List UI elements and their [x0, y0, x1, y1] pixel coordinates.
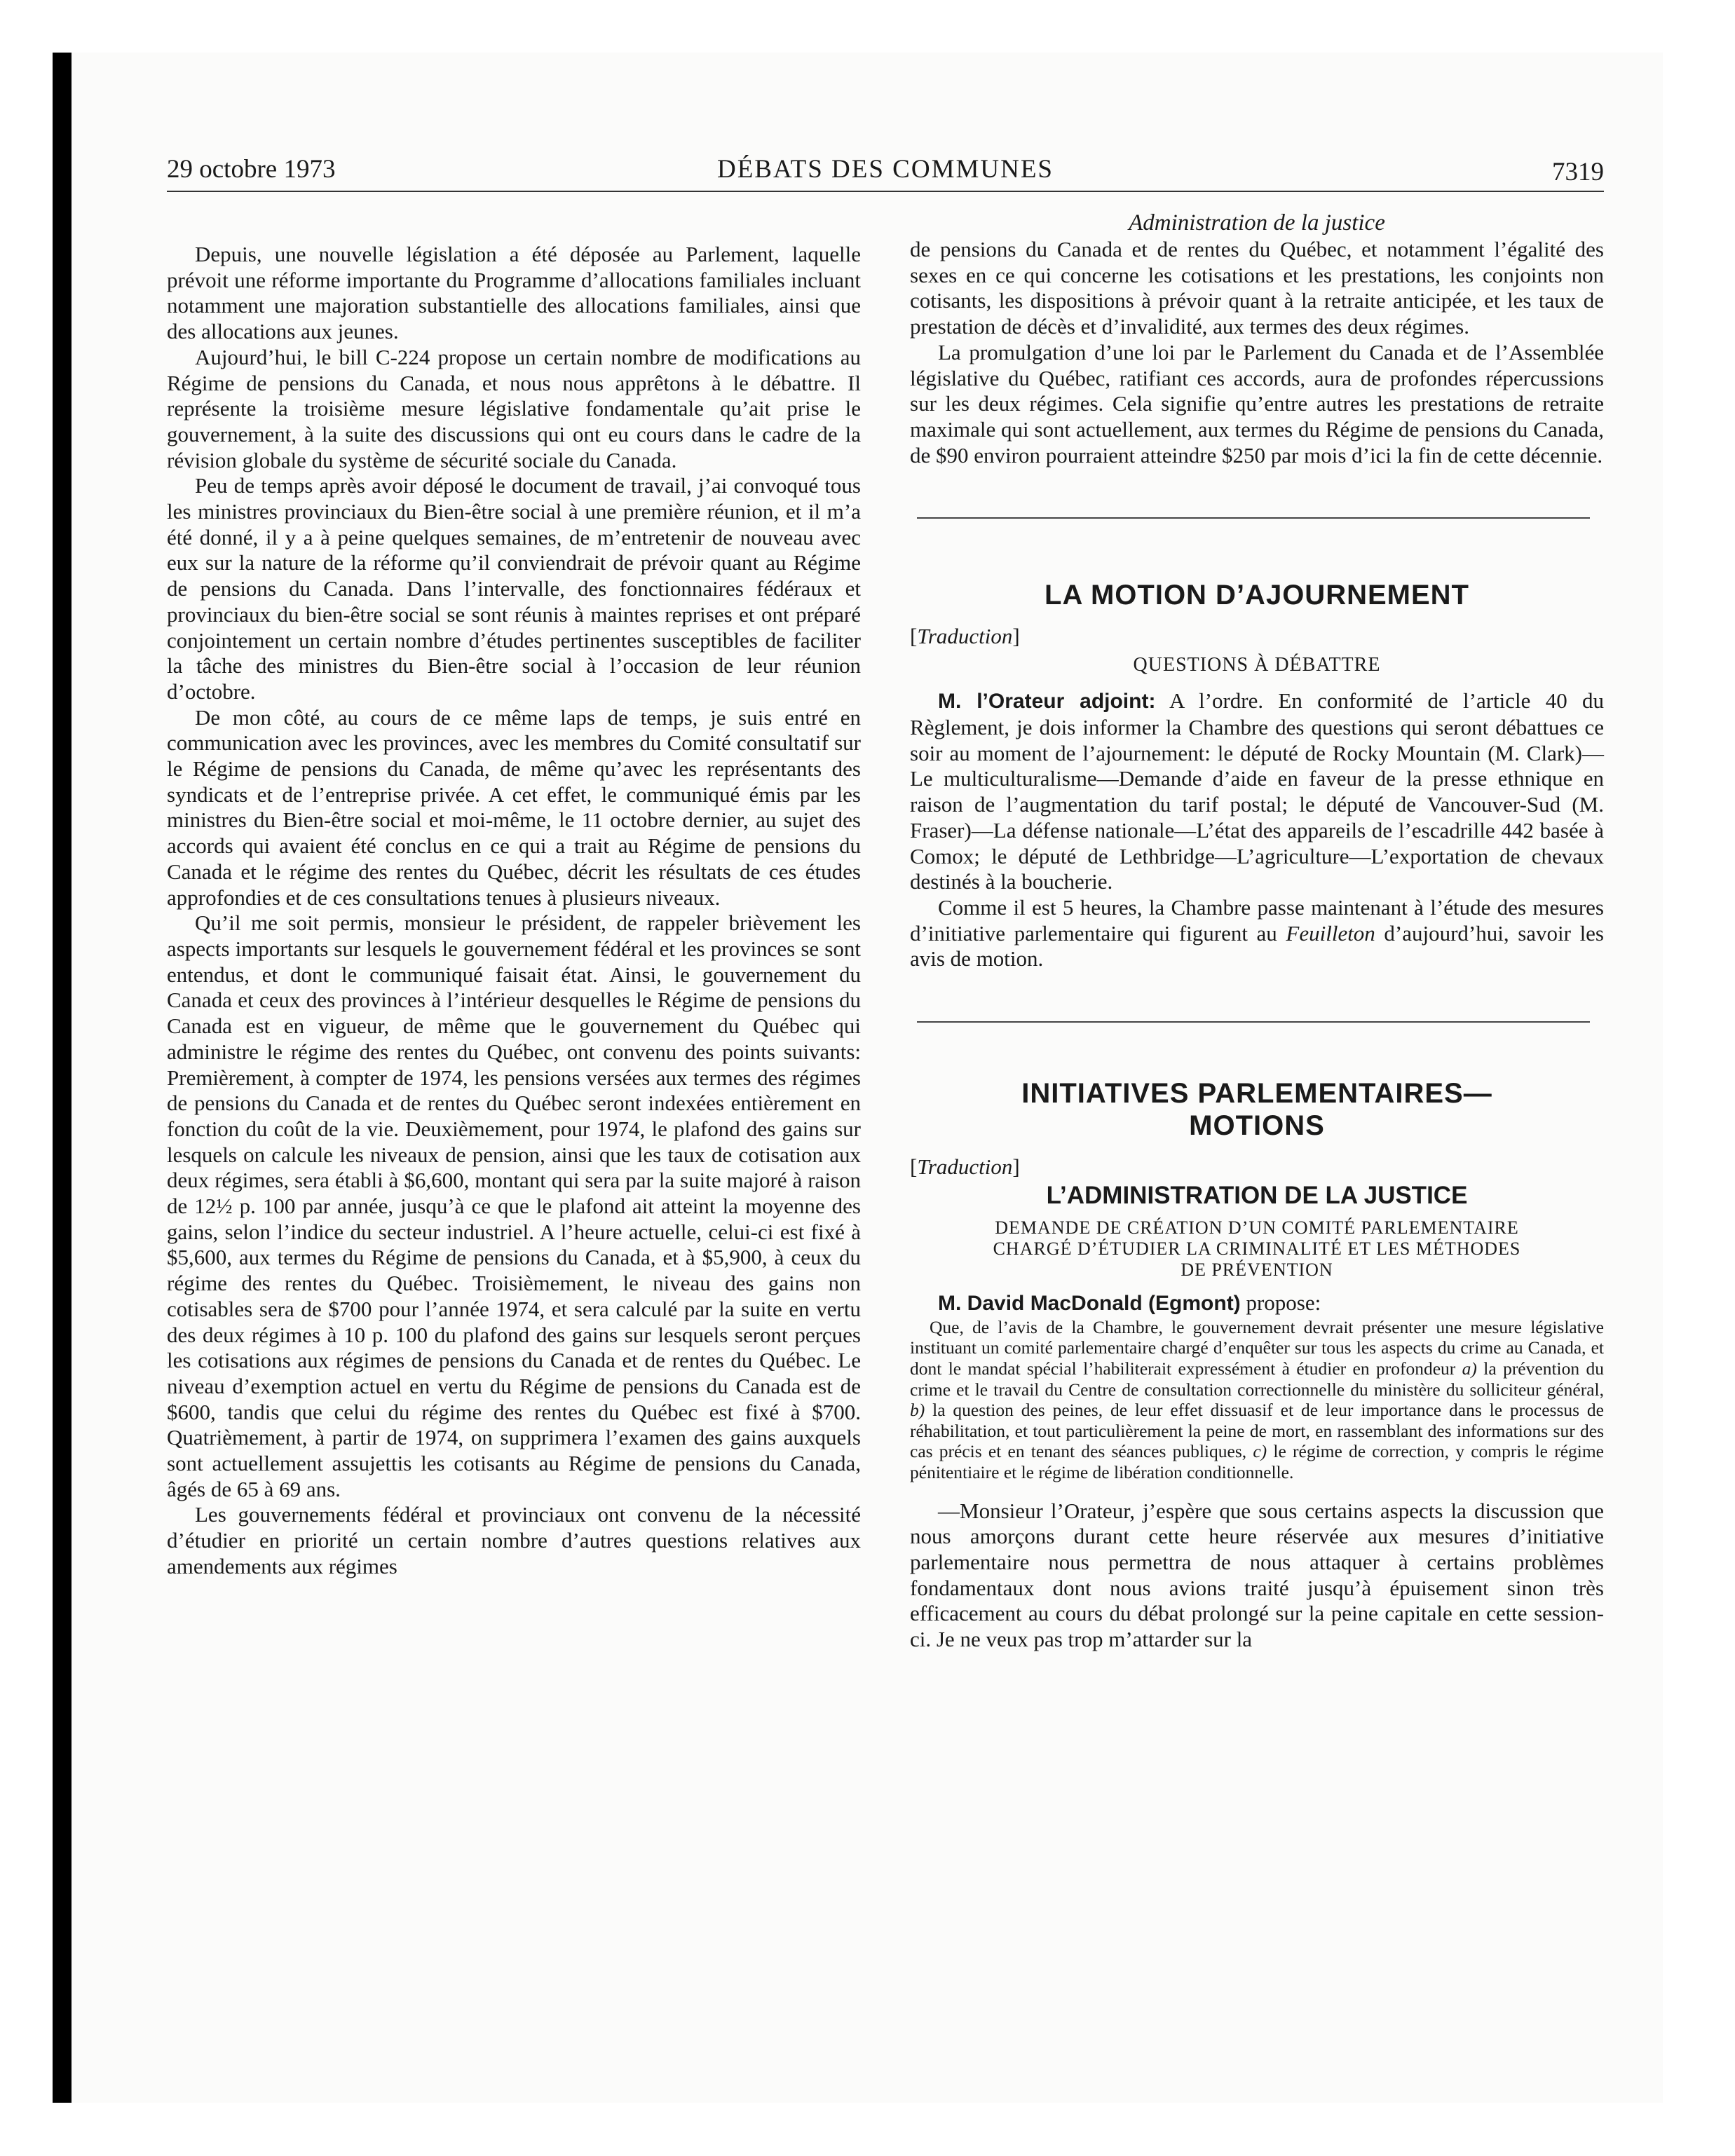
topic-heading: L’ADMINISTRATION DE LA JUSTICE: [1046, 1182, 1468, 1210]
paragraph: Qu’il me soit permis, monsieur le président, de rappeler brièvement les aspects importants sur lesquels le gouvernement fédéral et les provinces se sont entendus, et dont le communiqué faisait état. Ainsi, le gouvernement du Canada et ceux des provinces à l’intérieur desquelles le Régime de pensions du Canada est en vigueur, de même que le gouvernement du Québec qui administre le régime des rentes du Québec, ont convenu des points suivants: Premièrement, à compter de 1974, les pensions versées aux termes des régimes de pensions du Canada et de rentes du Québec seront indexées entièrement en fonction du coût de la vie. Deuxièmement, pour 1974, le plafond des gains sur lesquels on calcule les niveaux de pension, ainsi que les taux de cotisation aux deux régimes, sera établi à $6,600, montant qui sera par la suite majoré à raison de 12½ p. 100 par année, jusqu’à ce que le plafond ait atteint la moyenne des gains, selon l’indice du secteur industriel. A l’heure actuelle, celui-ci est fixé à $5,600, aux termes du Régime de pensions du Canada, et à $5,900, à ceux du régime des rentes du Québec. Troisièmement, le niveau des gains non cotisables sera de $700 pour l’année 1974, et sera calculé par la suite en vertu des deux régimes à 10 p. 100 du plafond des gains sur lesquels seront perçues les cotisations aux régimes de pensions du Canada et de rentes du Québec. Le niveau d’exemption actuel en vertu du Régime de pensions du Canada est de $600, tandis que celui du régime des rentes du Québec est fixé à $700. Quatrièmement, à partir de 1974, on supprimera l’examen des gains auxquels sont actuellement assujettis les cotisants au Régime de pensions du Canada, âgés de 65 à 69 ans.: [167, 910, 861, 1501]
motion-text: Que, de l’avis de la Chambre, le gouvernement devrait présenter une mesure législative instituant un comité parlementaire chargé d’enquêter sur tous les aspects du crime au Canada, et dont le mandat spécial l’habiliterait expressément à étudier en profondeur a) la prévention du crime et le travail du Centre de consultation correctionnelle du ministère du solliciteur général, b) la question des peines, de leur effet dissuasif et de leur importance dans le processus de réhabilitation, et tout particulièrement la peine de mort, en rassemblant des informations sur des cas précis et en tenant des séances publiques, c) le régime de correction, y compris le régime pénitentiaire et le régime de libération conditionnelle.: [910, 1316, 1605, 1482]
paragraph: Peu de temps après avoir déposé le document de travail, j’ai convoqué tous les ministres provinciaux du Bien-être social à une première réunion, et il m’a été donné, il y a à peine quelques semaines, de m’entretenir de nouveau avec eux sur la nature de la réforme qu’il conviendrait de prévoir quant au Régime de pensions du Canada. Dans l’intervalle, des fonctionnaires fédéraux et provinciaux du bien-être social se sont réunis à maintes reprises et ont préparé conjointement un certain nombre d’études pertinentes susceptibles de faciliter la tâche des ministres du Bien-être social à l’occasion de leur réunion d’octobre.: [167, 473, 861, 704]
paragraph: Comme il est 5 heures, la Chambre passe maintenant à l’étude des mesures d’initiative parlementaire qui figurent au Feuilleton d’aujourd’hui, savoir les avis de motion.: [910, 894, 1604, 971]
header-date: 29 octobre 1973: [167, 155, 336, 184]
running-head: [167, 156, 1604, 192]
page: [167, 0, 1604, 2156]
section-divider: [917, 517, 1590, 519]
speech-paragraph: M. l’Orateur adjoint: A l’ordre. En conformité de l’article 40 du Règlement, je dois informer la Chambre des questions qui seront débattues ce soir au moment de l’ajournement: le député de Rocky Mountain (M. Clark)—Le multiculturalisme—Demande d’aide en faveur de la presse ethnique en raison de l’augmentation du tarif postal; le député de Vancouver-Sud (M. Fraser)—La défense nationale—L’état des appareils de l’escadrille 442 basée à Comox; le député de Lethbridge—L’agriculture—L’exportation de chevaux destinés à la boucherie.: [910, 688, 1604, 894]
paragraph: Les gouvernements fédéral et provinciaux ont convenu de la nécessité d’étudier en priorité un certain nombre d’autres questions relatives aux amendements aux régimes: [167, 1502, 861, 1578]
section-divider: [917, 1021, 1590, 1023]
column-subhead: Administration de la justice: [1129, 210, 1385, 236]
translation-note: [Traduction]: [910, 1154, 1020, 1180]
subtopic-heading: DEMANDE DE CRÉATION D’UN COMITÉ PARLEMENTAIRE CHARGÉ D’ÉTUDIER LA CRIMINALITÉ ET LES MÉTHODES DE PRÉVENTION: [993, 1217, 1521, 1281]
subheading-questions: QUESTIONS À DÉBATTRE: [1133, 654, 1381, 676]
right-column: [910, 210, 1604, 1653]
mover-line: M. David MacDonald (Egmont) propose:: [938, 1290, 1321, 1316]
left-column: [167, 242, 861, 1580]
scan-edge-bar: [53, 53, 72, 2103]
mover-name: M. David MacDonald (Egmont): [938, 1292, 1241, 1316]
translation-note: [Traduction]: [910, 624, 1020, 649]
speech-paragraph: —Monsieur l’Orateur, j’espère que sous certains aspects la discussion que nous amorçons durant cette heure réservée aux mesures d’initiative parlementaire nous permettra de nous attaquer à certains problèmes fondamentaux dont nous avions traité jusqu’à épuisement sinon très efficacement au cours du débat prolongé sur la peine capitale en cette session-ci. Je ne veux pas trop m’attarder sur la: [910, 1498, 1604, 1652]
paragraph: De mon côté, au cours de ce même laps de temps, je suis entré en communication avec les provinces, avec les membres du Comité consultatif sur le Régime de pensions du Canada, de même qu’avec les représentants des syndicats et de l’entreprise privée. A cet effet, le communiqué émis par les ministres du Bien-être social et moi-même, le 11 octobre dernier, au sujet des accords qui avaient été conclus en ce qui a trait au Régime de pensions du Canada et le régime des rentes du Québec, décrit les résultats de ces études approfondies et de ces consultations tenues à plusieurs niveaux.: [167, 704, 861, 910]
paragraph: La promulgation d’une loi par le Parlement du Canada et de l’Assemblée législative du Québec, ratifiant ces accords, aura de profondes répercussions sur les deux régimes. Cela signifie qu’entre autres les prestations de retraite maximale qui sont actuellement, aux termes du Régime de pensions du Canada, de $90 environ pourraient atteindre $250 par mois d’ici la fin de cette décennie.: [910, 339, 1604, 468]
paragraph: Aujourd’hui, le bill C-224 propose un certain nombre de modifications au Régime de pensions du Canada, et nous nous apprêtons à le débattre. Il représente la troisième mesure législative fondamentale qu’ait prise le gouvernement, à la suite des discussions qui ont eu cours dans le cadre de la révision globale du système de sécurité sociale du Canada.: [167, 344, 861, 472]
header-publication-title: DÉBATS DES COMMUNES: [716, 155, 1054, 184]
section-heading-initiatives: INITIATIVES PARLEMENTAIRES— MOTIONS: [1021, 1078, 1492, 1142]
speaker-name: M. l’Orateur adjoint:: [938, 690, 1156, 714]
section-heading-adjournment: LA MOTION D’AJOURNEMENT: [1045, 580, 1469, 611]
paragraph: Depuis, une nouvelle législation a été déposée au Parlement, laquelle prévoit une réforme importante du Programme d’allocations familiales incluant notamment une majoration substantielle des allocations familiales, ainsi que des allocations aux jeunes.: [167, 242, 861, 344]
header-page-number: 7319: [1552, 158, 1604, 186]
continued-paragraph: de pensions du Canada et de rentes du Québec, et notamment l’égalité des sexes en ce qui concerne les cotisations et les prestations, les conjoints non cotisants, les dispositions à prévoir quant à la retraite anticipée, et les taux de prestation de décès et d’invalidité, aux termes des deux régimes.: [910, 237, 1604, 339]
